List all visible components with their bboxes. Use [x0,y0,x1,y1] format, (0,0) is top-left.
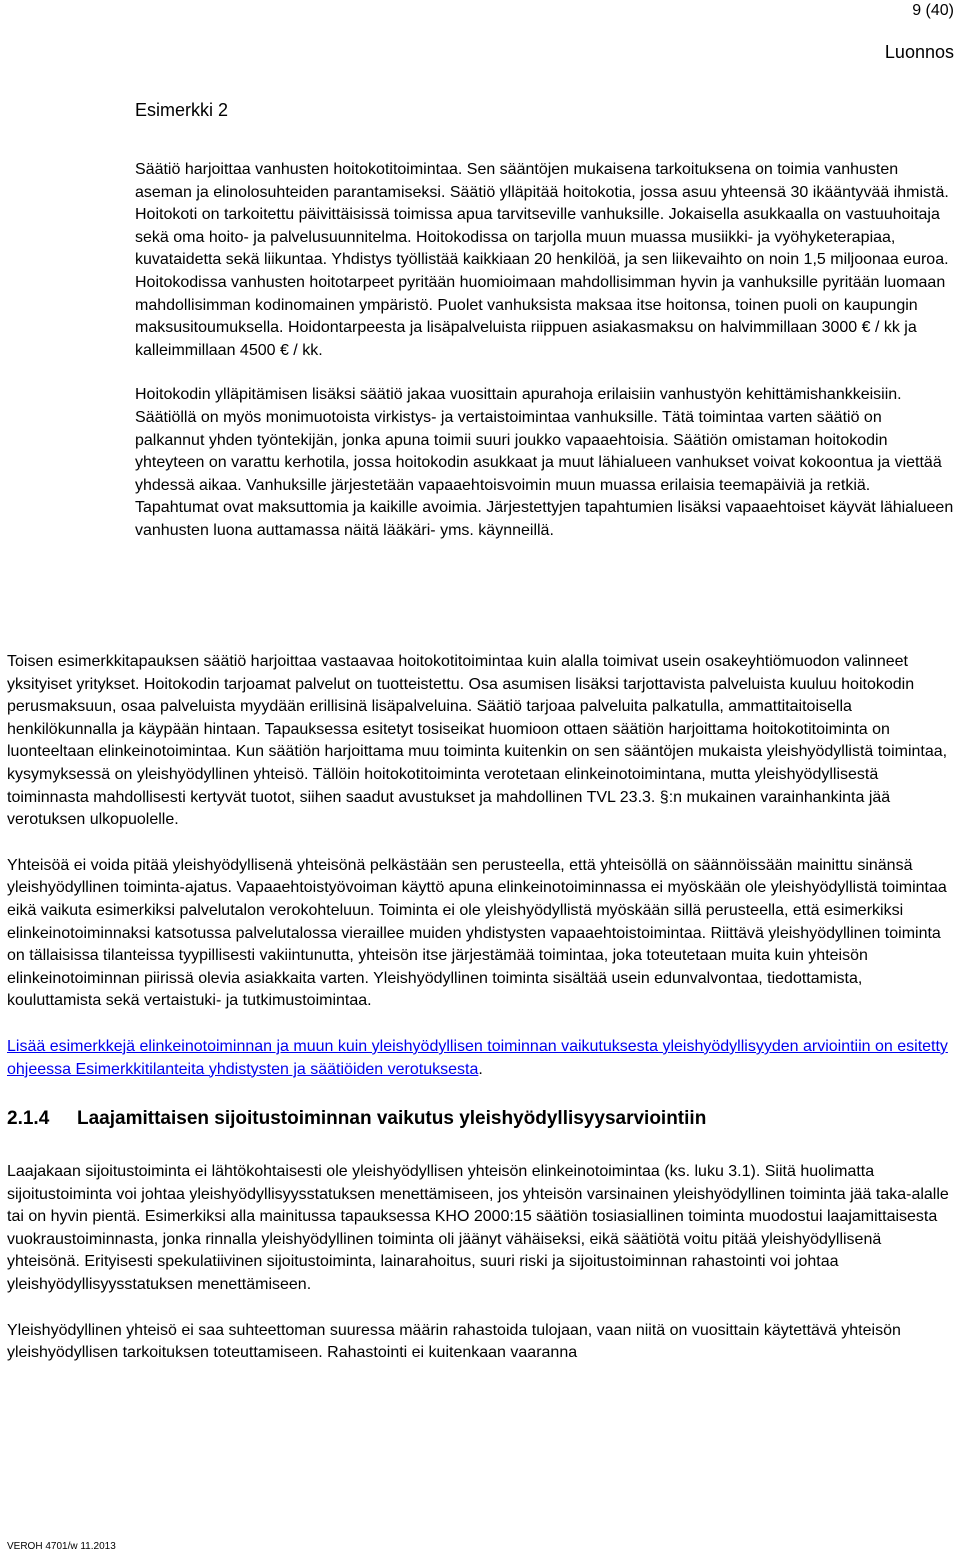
section-paragraph: Laajakaan sijoitustoiminta ei lähtökohtaisesti ole yleishyödyllisen yhteisön elinkeinotoimintaa (ks. luku 3.1). Siitä huolimatta sijoitustoiminta voi johtaa yleishyödyllisyysstatuksen menettämiseen, jos yhteisön varsinainen yleishyödyllinen toiminta jää taka-alalle tai on hyvin pientä. Esimerkiksi alla mainitussa tapauksessa KHO 2000:15 säätiön tosiasiallinen toiminta muodostui laajamittaisesta vuokraustoiminnasta, jonka rinnalla yleishyödyllinen toiminta oli jäänyt vähäiseksi, eikä säätiötä voitu pitää yleishyödyllisenä yhteisönä. Erityisesti spekulatiivinen sijoitustoiminta, lainarahoitus, suuri riski ja sijoitustoiminnan rahastointi voi johtaa yleishyödyllisyysstatuksen menettämiseen. [7,1163,949,1294]
link-paragraph [7,1036,955,1081]
body-paragraph: Toisen esimerkkitapauksen säätiö harjoittaa vastaavaa hoitokotitoimintaa kuin alalla toimivat usein osakeyhtiömuodon valinneet yksityiset yritykset. Hoitokodin tarjoamat palvelut on tuotteistettu. Osa asumisen lisäksi tarjottavista palveluista kuuluu hoitokodin perusmaksuun, osaa palveluista myydään erillisinä lisäpalveluina. Säätiö tarjoaa palveluita palkatulla, ammattitaitoisella henkilökunnalla ja käypään hintaan. Tapauksessa esitetyt tosiseikat huomioon ottaen säätiön harjoittama hoitokotitoiminta on luonteeltaan elinkeinotoimintaa. Kun säätiön harjoittama muu toiminta kuitenkin on sen sääntöjen mukaista yleishyödyllistä toimintaa, kysymyksessä on yleishyödyllinen yhteisö. Tällöin hoitokotitoiminta verotetaan elinkeinotoimintana, mutta yleishyödyllisestä toiminnasta mahdollisesti kertyvät tuotot, siihen saadut avustukset ja mahdollinen TVL 23.3. §:n mukainen varainhankinta jää verotuksen ulkopuolelle. [7,653,948,829]
page-number: 9 (40) [912,2,954,19]
body-paragraph: Yhteisöä ei voida pitää yleishyödyllisenä yhteisönä pelkästään sen perusteella, että yhteisöllä on säännöissään mainittu sinänsä yleishyödyllinen toiminta-ajatus. Vapaaehtoistyövoiman käyttö apuna elinkeinotoiminnassa ei myöskään ole yleishyödyllistä toimintaa eikä vaikuta esimerkiksi palvelutalon verokohteluun. Toiminta ei ole yleishyödyllistä myöskään sillä perusteella, että esimerkiksi elinkeinotoiminnaksi katsotussa palvelutalossa vieraillee muiden yhdistysten vapaaehtoistoimintaa. Riittävä yleishyödyllinen toiminta on tällaisissa tilanteissa tyypillisesti vakiintunutta, yhteisön itse järjestämää toimintaa, joka toteutetaan muita kuin yhteisön elinkeinotoiminnan piirissä olevia asiakkaita varten. Yleishyödyllinen toiminta sisältää usein edunvalvontaa, tiedottamista, kouluttamista sekä vertaistuki- ja tutkimustoimintaa. [7,856,947,1010]
section-heading [7,1108,955,1130]
link-suffix: . [478,1060,483,1078]
main-content [7,651,955,1388]
section-paragraph: Yleishyödyllinen yhteisö ei saa suhteettoman suuressa määrin rahastoida tulojaan, vaan niitä on vuosittain käytettävä yhteisön yleishyödyllisen tarkoituksen toteuttamiseen. Rahastointi ei kuitenkaan vaaranna [7,1321,901,1362]
section-number: 2.1.4 [7,1108,50,1130]
example-paragraph: Säätiö harjoittaa vanhusten hoitokotitoimintaa. Sen sääntöjen mukaisena tarkoituksena on toimia vanhusten aseman ja elinolosuhteiden parantamiseksi. Säätiö ylläpitää hoitokotia, jossa asuu yhteensä 30 ikääntyvää ihmistä. Hoitokoti on tarkoitettu päivittäisissä toimissa apua tarvitseville vanhuksille. Jokaisella asukkaalla on vastuuhoitaja sekä oma hoito- ja palvelusuunnitelma. Hoitokodissa on tarjolla muun muassa musiikki- ja vyöhyketerapiaa, kuvataidetta sekä liikuntaa. Yhdistys työllistää kaikkiaan 20 henkilöä, ja sen liikevaihto on noin 1,5 miljoonaa euroa. Hoitokodissa vanhusten hoitotarpeet pyritään huomioimaan mahdollisimman hyvin ja vanhuksille pyritään luomaan mahdollisimman kodinomainen ympäristö. Puolet vanhuksista maksaa itse hoitonsa, toinen puoli on kaupungin maksusitoumuksella. Hoidontarpeesta ja lisäpalveluista riippuen asiakasmaksu on halvimmillaan 3000 € / kk ja kalleimmillaan 4500 € / kk. [135,161,949,359]
footer-code: VEROH 4701/w 11.2013 [7,1541,116,1552]
example-title: Esimerkki 2 [135,100,229,120]
example-paragraph: Hoitokodin ylläpitämisen lisäksi säätiö jakaa vuosittain apurahoja erilaisiin vanhustyön kehittämishankkeisiin. Säätiöllä on myös monimuotoista virkistys- ja vertaistoimintaa vanhuksille. Tätä toimintaa varten säätiö on palkannut yhden työntekijän, jonka apuna toimii suuri joukko vapaaehtoisia. Säätiön omistaman hoitokodin yhteyteen on varattu kerhotila, jossa hoitokodin asukkaat ja muut lähialueen vanhukset voivat kokoontua ja viettää yhdessä aikaa. Vanhuksille järjestetään vapaaehtoisvoimin muun muassa erilaisia teemapäiviä ja retkiä. Tapahtumat ovat maksuttomia ja kaikille avoimia. Järjestettyjen tapahtumien lisäksi vapaaehtoiset käyvät lähialueen vanhusten luona auttamassa näitä lääkäri- yms. käynneillä. [135,386,954,539]
section-title: Laajamittaisen sijoitustoiminnan vaikutus yleishyödyllisyysarviointiin [77,1108,707,1130]
draft-label: Luonnos [884,42,954,62]
guide-link[interactable]: Lisää esimerkkejä elinkeinotoiminnan ja muun kuin yleishyödyllisen toiminnan vaikutuksesta yleishyödyllisyyden arviointiin on esitetty ohjeessa Esimerkkitilanteita yhdistysten ja säätiöiden verotuksesta [7,1037,948,1078]
example-box [135,100,955,565]
